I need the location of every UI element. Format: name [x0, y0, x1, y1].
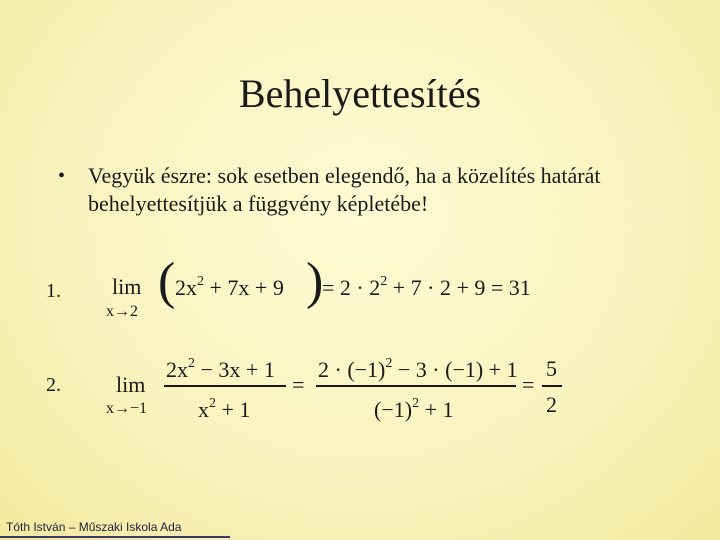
slide-title: Behelyettesítés [238, 71, 482, 116]
lim-subscript-2: x→−1 [106, 400, 148, 417]
open-paren-1: ( [158, 253, 176, 310]
fraction-3-bar [542, 385, 562, 387]
equals-1: = [292, 372, 305, 397]
footer-text: Tóth István – Műszaki Iskola Ada [6, 520, 182, 534]
lim-subscript-1: x→2 [106, 303, 138, 320]
close-paren-1: ) [306, 253, 324, 310]
fraction-2-numerator: $2 \cdot (-1)^2 - 3 \cdot (-1) + 1$ [318, 356, 518, 382]
bullet-line-1: Vegyük észre: sok esetben elegendő, ha a közelítés határát [88, 163, 601, 188]
fraction-1-numerator: $2x^2 - 3x + 1$ [166, 356, 275, 382]
footer-underline [0, 536, 230, 538]
lim-label-1: lim [112, 274, 142, 299]
bullet-text [88, 162, 678, 218]
fraction-3-denominator: 2 [546, 392, 557, 417]
expression-1-lhs: $2x^2 + 7x + 9$ [175, 274, 284, 300]
item-number-1: 1. [46, 280, 61, 302]
fraction-2-denominator: $(-1)^2 + 1$ [374, 396, 454, 422]
fraction-3-numerator: 5 [546, 356, 557, 381]
equals-2: = [522, 372, 535, 397]
lim-label-2: lim [116, 372, 146, 397]
fraction-1-bar [164, 385, 286, 387]
bullet-icon: • [58, 165, 66, 187]
fraction-1-denominator: $x^2 + 1$ [198, 396, 251, 422]
bullet-line-2: behelyettesítjük a függvény képletébe! [88, 191, 429, 216]
expression-1-rhs: = $2 \cdot 2^2 + 7 \cdot 2 + 9 = 31$ [322, 274, 531, 300]
fraction-2-bar [316, 385, 516, 387]
item-number-2: 2. [46, 374, 61, 396]
